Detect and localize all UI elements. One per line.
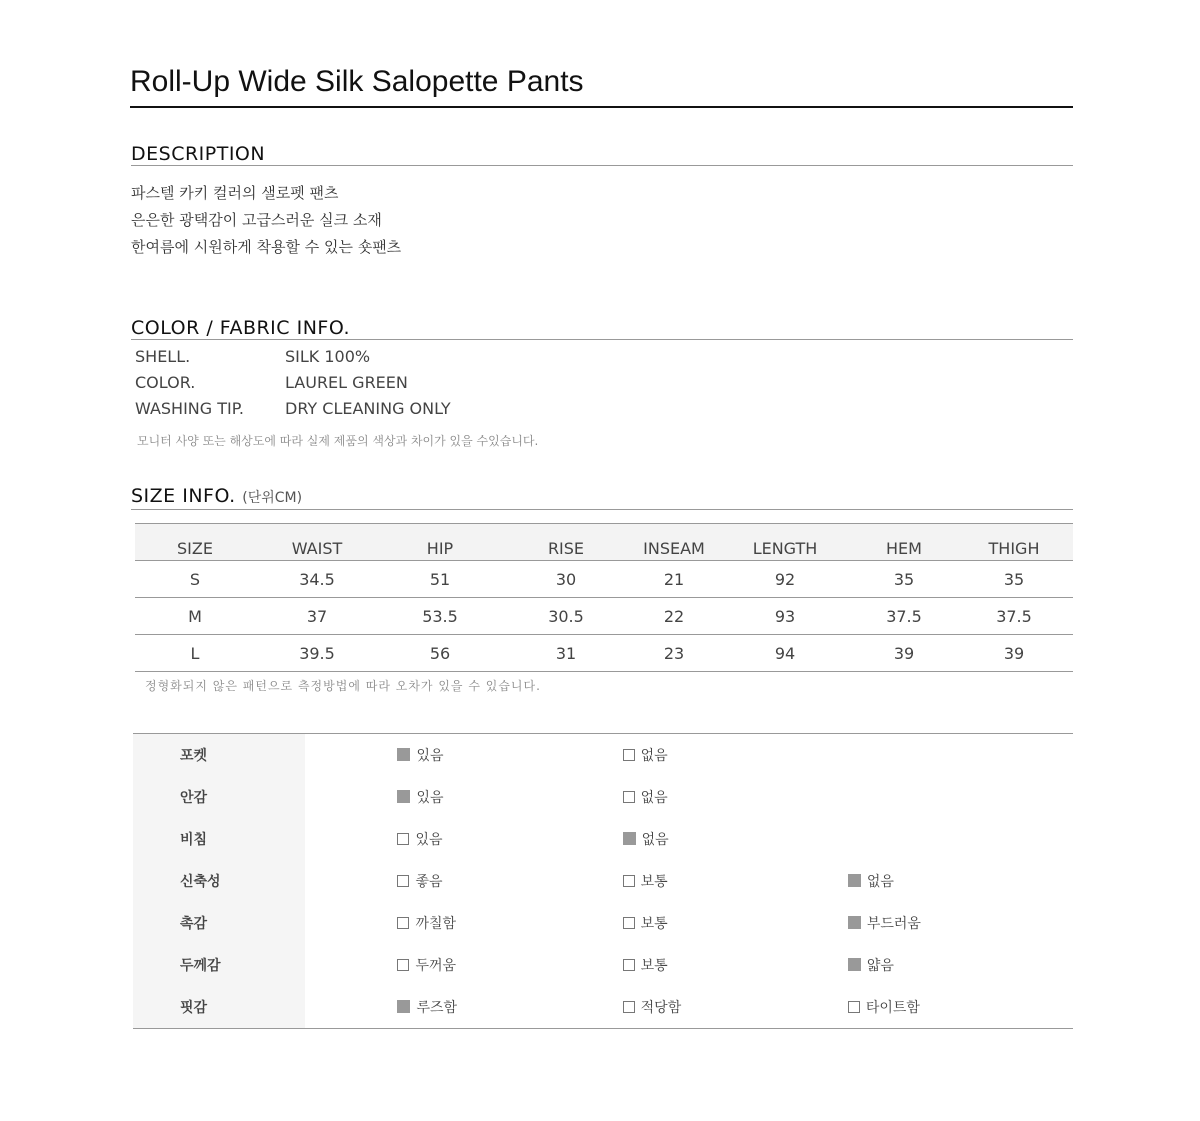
attribute-option-label: 있음 [416,789,444,806]
unchecked-box-icon [397,875,409,887]
attribute-option-cell [305,986,622,1029]
size-cell: 23 [631,635,717,672]
attribute-option [848,997,920,1017]
attribute-option-cell [305,818,622,860]
attribute-option-cell [305,776,622,818]
size-heading [131,485,1073,510]
size-cell: 30.5 [501,598,631,635]
fabric-value: LAUREL GREEN [285,373,408,392]
attribute-label: 신축성 [133,860,305,902]
attribute-option [623,787,668,807]
attribute-option-label: 좋음 [415,874,443,890]
attribute-option-label: 보통 [640,958,668,974]
size-table-header [135,524,1073,561]
size-cell: 56 [379,635,501,672]
unchecked-box-icon [397,833,409,845]
size-col-header: SIZE [135,524,255,561]
checked-box-icon [848,916,861,929]
attribute-option-label: 까칠함 [415,916,457,932]
attribute-label: 안감 [133,776,305,818]
size-cell: 51 [379,561,501,598]
attribute-option [623,955,668,975]
size-cell: 39.5 [255,635,379,672]
attribute-row [133,944,1073,986]
fabric-key: COLOR. [135,373,196,392]
attribute-option-cell [848,776,1073,818]
size-col-header: HEM [853,524,955,561]
size-cell: 92 [717,561,853,598]
unchecked-box-icon [397,917,409,929]
attribute-option [848,913,921,933]
size-col-header: LENGTH [717,524,853,561]
fabric-key: WASHING TIP. [135,399,244,418]
attribute-option-cell [623,734,848,777]
checked-box-icon [848,874,861,887]
attribute-option-cell [848,734,1073,777]
attribute-option-cell [623,818,848,860]
attribute-option-cell [305,902,622,944]
checked-box-icon [848,958,861,971]
attribute-option-label: 없음 [640,748,668,764]
description-line: 파스텔 카키 컬러의 샐로펫 팬츠 [131,184,339,202]
size-table [135,523,1073,672]
attribute-option-cell [305,734,622,777]
size-heading-text: SIZE INFO. [131,485,236,507]
attribute-label: 두께감 [133,944,305,986]
attribute-option-cell [848,902,1073,944]
unchecked-box-icon [848,1001,860,1013]
checked-box-icon [397,1000,410,1013]
checked-box-icon [397,748,410,761]
description-line: 한여름에 시원하게 착용할 수 있는 숏팬츠 [131,238,402,256]
fabric-row-washing [135,398,451,420]
attribute-option [623,997,682,1017]
attribute-label: 촉감 [133,902,305,944]
size-cell: 37.5 [955,598,1073,635]
fabric-value: DRY CLEANING ONLY [285,399,451,418]
attribute-option-cell [848,818,1073,860]
attribute-option-cell [848,944,1073,986]
attribute-option-label: 부드러움 [866,915,921,932]
attribute-label: 포켓 [133,734,305,777]
attribute-option [848,955,894,975]
attribute-option-cell [623,986,848,1029]
attribute-option [397,871,442,891]
unchecked-box-icon [623,917,635,929]
size-cell: L [135,635,255,672]
attribute-row [133,734,1073,777]
attribute-option-label: 있음 [415,832,443,848]
attribute-table [133,733,1073,1029]
size-cell: 34.5 [255,561,379,598]
attribute-row [133,818,1073,860]
fabric-heading [131,317,1073,340]
size-cell: 37.5 [853,598,955,635]
attribute-option-cell [305,944,622,986]
attribute-option [623,745,668,765]
size-col-header: WAIST [255,524,379,561]
attribute-option-cell [848,986,1073,1029]
size-cell: 39 [853,635,955,672]
attribute-row [133,902,1073,944]
attribute-option [397,829,442,849]
fabric-row-shell [135,346,370,368]
attribute-option [623,871,668,891]
size-cell: 22 [631,598,717,635]
unchecked-box-icon [623,749,635,761]
fabric-heading-text: COLOR / FABRIC INFO. [131,317,351,339]
attribute-option [397,913,456,933]
size-cell: 53.5 [379,598,501,635]
attribute-row [133,860,1073,902]
attribute-row [133,986,1073,1029]
attribute-option [623,913,668,933]
size-col-header: HIP [379,524,501,561]
checked-box-icon [623,832,636,845]
unchecked-box-icon [397,959,409,971]
attribute-option-cell [623,944,848,986]
attribute-option-cell [848,860,1073,902]
size-cell: 21 [631,561,717,598]
table-row [135,598,1073,635]
attribute-option [397,955,456,975]
size-cell: S [135,561,255,598]
attribute-option-label: 보통 [640,874,668,890]
size-col-header: INSEAM [631,524,717,561]
attribute-option-label: 있음 [416,747,444,764]
attribute-option [397,997,457,1017]
unchecked-box-icon [623,1001,635,1013]
attribute-option-label: 없음 [640,790,668,806]
unchecked-box-icon [623,959,635,971]
attribute-option-cell [623,860,848,902]
fabric-value: SILK 100% [285,347,371,366]
attribute-option-label: 적당함 [640,1000,682,1016]
color-disclaimer: 모니터 사양 또는 해상도에 따라 실제 제품의 색상과 차이가 있을 수있습니다. [137,434,539,448]
unchecked-box-icon [623,875,635,887]
size-col-header: RISE [501,524,631,561]
attribute-option [848,871,894,891]
description-line: 은은한 광택감이 고급스러운 실크 소재 [131,211,382,229]
size-cell: 30 [501,561,631,598]
attribute-label: 비침 [133,818,305,860]
size-cell: 31 [501,635,631,672]
size-col-header: THIGH [955,524,1073,561]
size-cell: 39 [955,635,1073,672]
attribute-option-label: 없음 [641,831,669,848]
fabric-row-color [135,372,408,394]
fabric-key: SHELL. [135,347,191,366]
attribute-option [397,787,443,807]
attribute-row [133,776,1073,818]
description-text [131,180,401,261]
size-cell: M [135,598,255,635]
attribute-option [397,745,443,765]
attribute-option-cell [305,860,622,902]
size-unit: (단위CM) [242,490,303,506]
description-heading-text: DESCRIPTION [131,143,266,165]
attribute-option-label: 보통 [640,916,668,932]
attribute-option [623,829,669,849]
size-cell: 37 [255,598,379,635]
attribute-option-label: 타이트함 [865,1000,920,1016]
unchecked-box-icon [623,791,635,803]
table-row [135,561,1073,598]
size-cell: 93 [717,598,853,635]
attribute-option-label: 얇음 [866,957,894,974]
attribute-option-label: 두꺼움 [415,958,457,974]
size-cell: 94 [717,635,853,672]
checked-box-icon [397,790,410,803]
size-cell: 35 [853,561,955,598]
description-heading [131,143,1073,166]
table-row [135,635,1073,672]
page-title: Roll-Up Wide Silk Salopette Pants [130,64,1073,108]
attribute-option-cell [623,776,848,818]
attribute-option-cell [623,902,848,944]
size-disclaimer: 정형화되지 않은 패턴으로 측정방법에 따라 오차가 있을 수 있습니다. [145,679,541,693]
attribute-option-label: 없음 [866,873,894,890]
size-cell: 35 [955,561,1073,598]
attribute-label: 핏감 [133,986,305,1029]
attribute-option-label: 루즈함 [416,999,458,1016]
